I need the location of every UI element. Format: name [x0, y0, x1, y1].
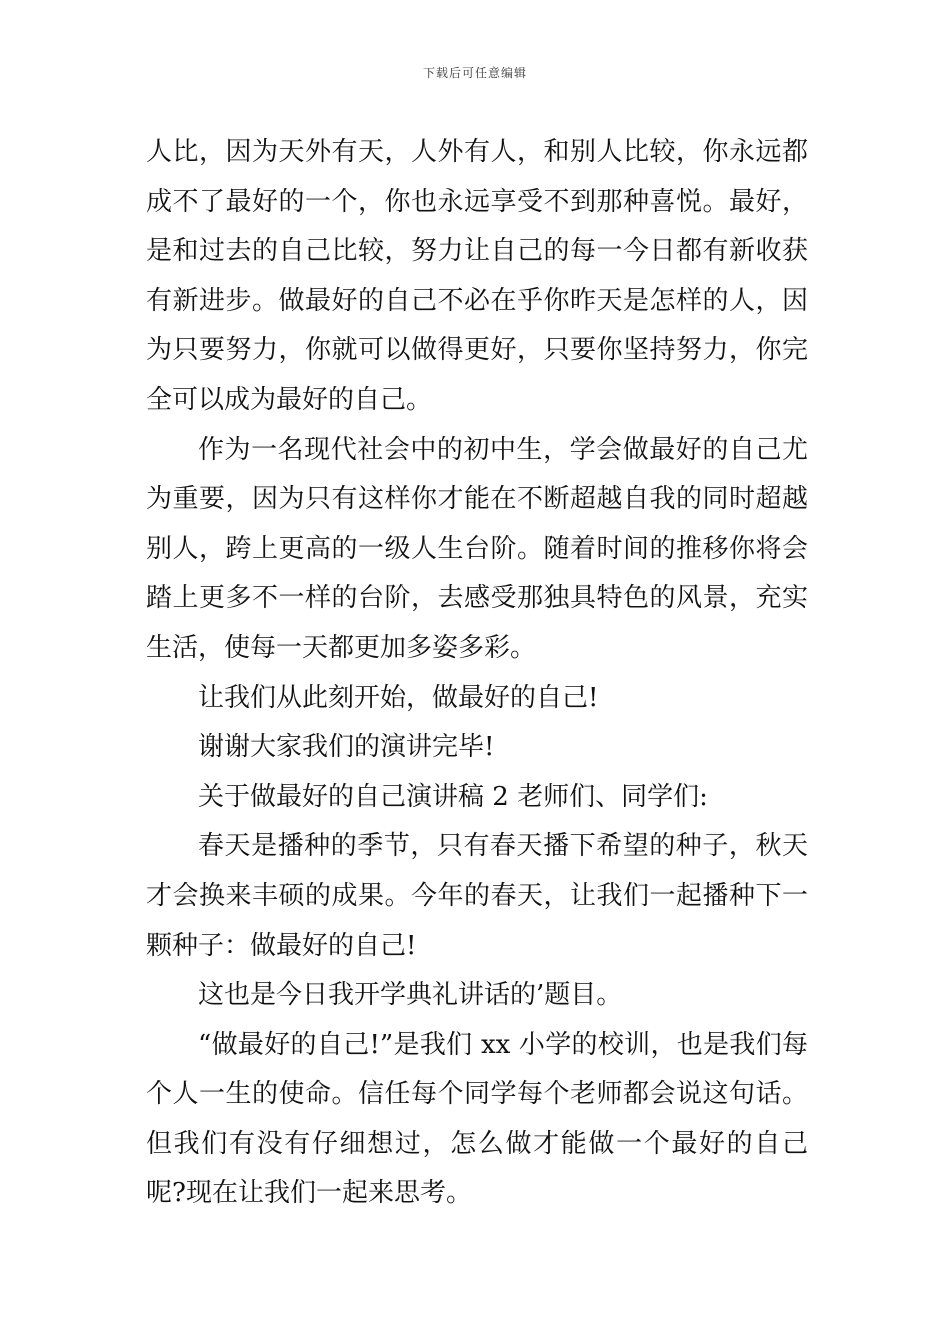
page-header: 下载后可任意编辑 [422, 66, 527, 80]
paragraph: 作为一名现代社会中的初中生，学会做最好的自己尤为重要，因为只有这样你才能在不断超越自我的同时超越别人，跨上更高的一级人生台阶。随着时间的推移你将会踏上更多不一样的台阶，去感受那独具特色的风景，充实生活，使每一天都更加多姿多彩。 [146, 434, 808, 663]
paragraph: 这也是今日我开学典礼讲话的’题目。 [198, 980, 623, 1011]
paragraph: 让我们从此刻开始，做最好的自己! [198, 682, 599, 713]
paragraph: 谢谢大家我们的演讲完毕! [198, 732, 495, 763]
paragraph: “做最好的自己!”是我们 xx 小学的校训，也是我们每个人一生的使命。信任每个同学每个老师都会说这句话。但我们有没有仔细想过，怎么做才能做一个最好的自己呢?现在让我们一起来思考。 [146, 1029, 808, 1209]
paragraph-continuation: 人比，因为天外有天，人外有人，和别人比较，你永远都成不了最好的一个，你也永远享受不到那种喜悦。最好，是和过去的自己比较，努力让自己的每一今日都有新收获有新进步。做最好的自己不必在乎你昨天是怎样的人，因为只要努力，你就可以做得更好，只要你坚持努力，你完全可以成为最好的自己。 [146, 137, 808, 415]
section-heading: 关于做最好的自己演讲稿 2 老师们、同学们: [198, 781, 708, 812]
paragraph: 春天是播种的季节，只有春天播下希望的种子，秋天才会换来丰硕的成果。今年的春天，让我们一起播种下一颗种子：做最好的自己! [146, 831, 808, 961]
document-body [146, 128, 808, 1219]
